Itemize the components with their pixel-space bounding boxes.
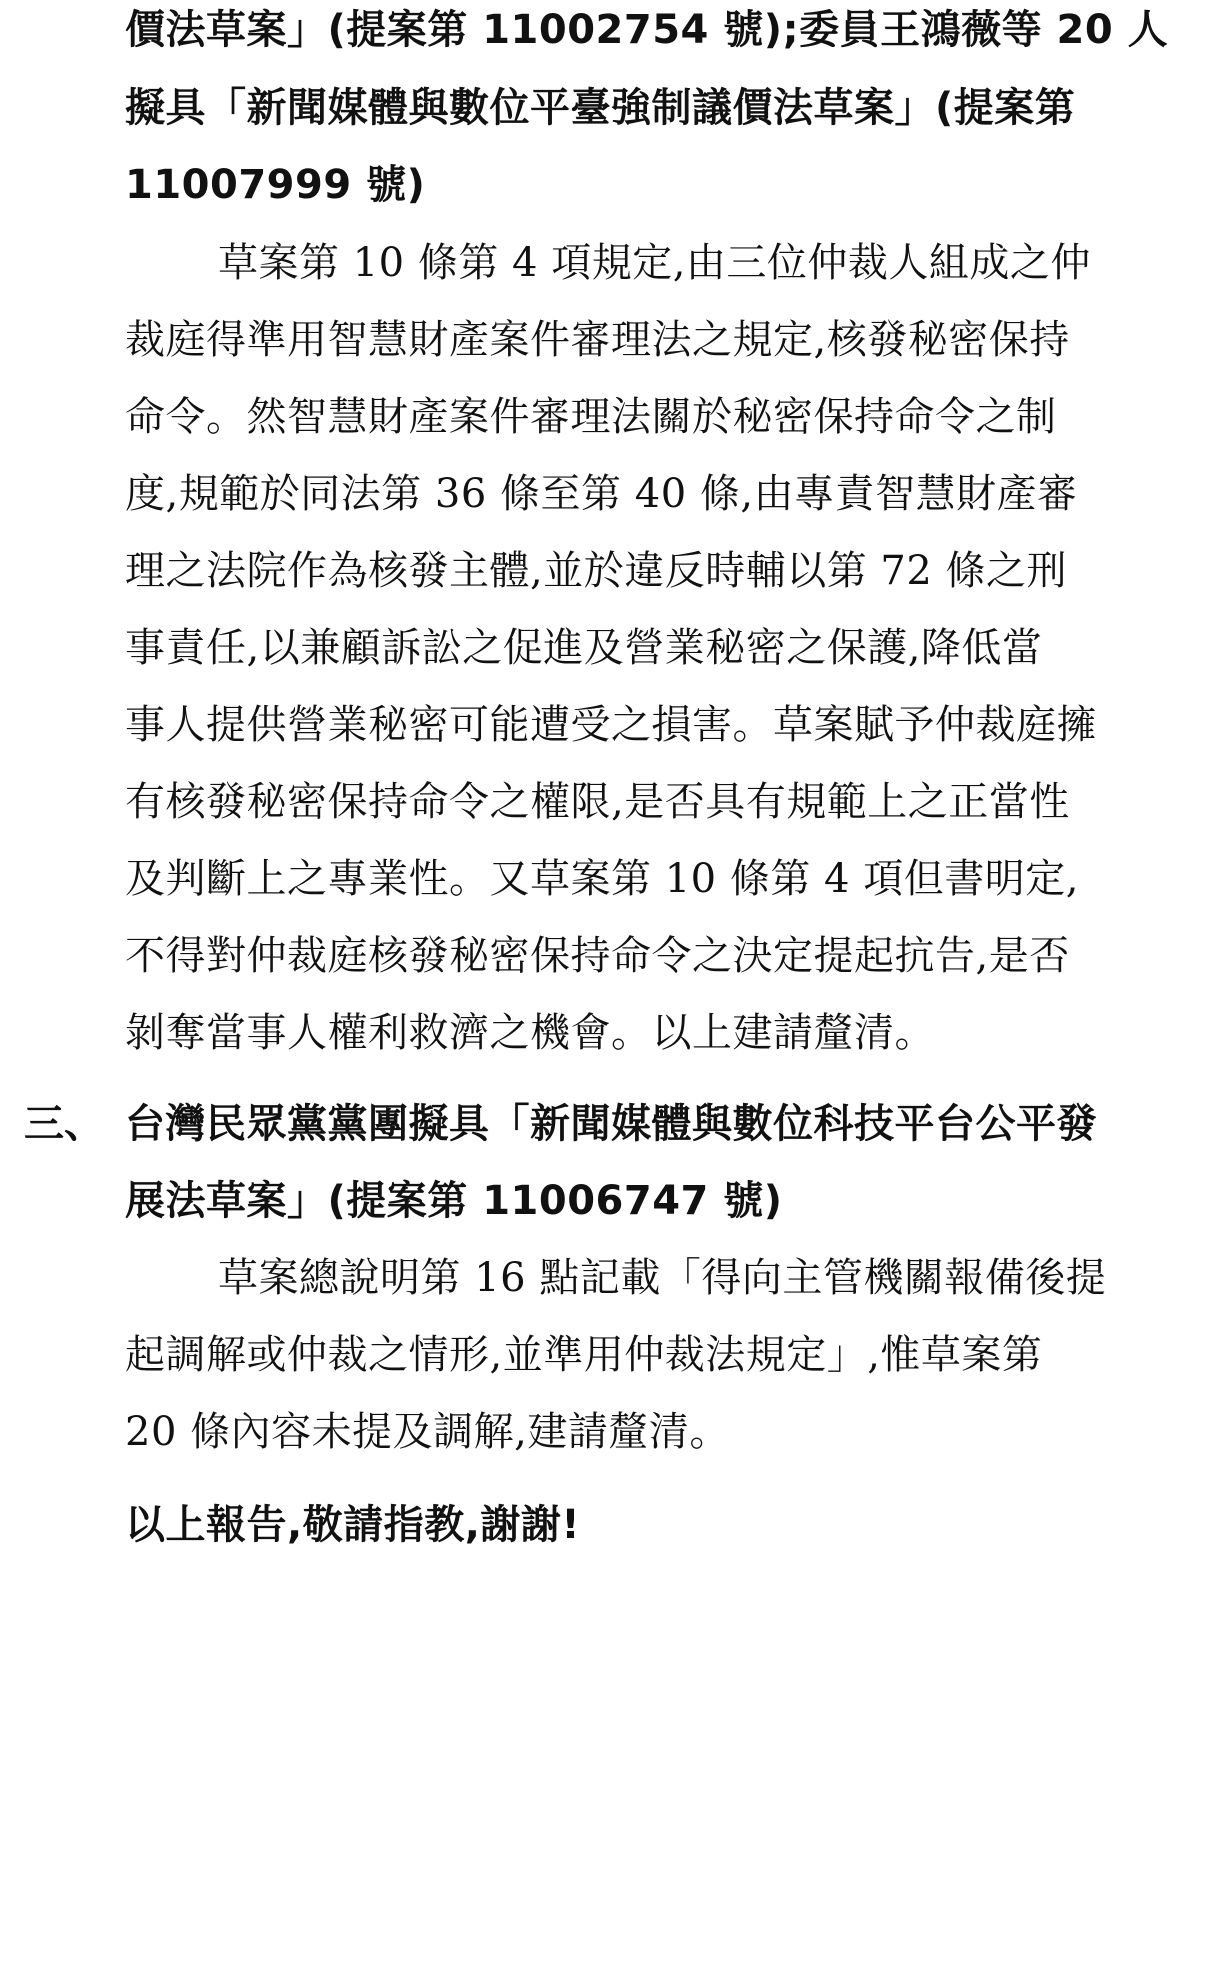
section-three-number: 三、 — [24, 1101, 104, 1147]
section-two-body-line-2: 裁庭得準用智慧財產案件審理法之規定,核發秘密保持 — [125, 317, 1070, 363]
section-three-body-line-2: 起調解或仲裁之情形,並準用仲裁法規定」,惟草案第 — [125, 1332, 1043, 1378]
section-three-body-line-3: 20 條內容未提及調解,建請釐清。 — [125, 1409, 730, 1455]
section-two-body-line-1: 草案第 10 條第 4 項規定,由三位仲裁人組成之仲 — [218, 240, 1091, 286]
section-two-body-line-7: 事人提供營業秘密可能遭受之損害。草案賦予仲裁庭擁 — [125, 702, 1097, 748]
section-three-heading-line-1: 台灣民眾黨黨團擬具「新聞媒體與數位科技平台公平發 — [125, 1101, 1097, 1147]
section-two-heading-line-1: 價法草案」(提案第 11002754 號);委員王鴻薇等 20 人 — [125, 7, 1169, 53]
section-two-body-line-10: 不得對仲裁庭核發秘密保持命令之決定提起抗告,是否 — [125, 933, 1070, 979]
section-two-body-line-4: 度,規範於同法第 36 條至第 40 條,由專責智慧財產審 — [125, 471, 1078, 517]
section-two-body-line-9: 及判斷上之專業性。又草案第 10 條第 4 項但書明定, — [125, 856, 1079, 902]
section-two-body-line-5: 理之法院作為核發主體,並於違反時輔以第 72 條之刑 — [125, 548, 1068, 594]
section-two-heading-line-2: 擬具「新聞媒體與數位平臺強制議價法草案」(提案第 — [125, 85, 1076, 131]
section-two-heading-line-3: 11007999 號) — [125, 162, 426, 208]
section-two-body-line-8: 有核發秘密保持命令之權限,是否具有規範上之正當性 — [125, 779, 1070, 825]
section-two-body-line-6: 事責任,以兼顧訴訟之促進及營業秘密之保護,降低當 — [125, 625, 1043, 671]
closing-remark: 以上報告,敬請指教,謝謝! — [125, 1502, 581, 1548]
section-three-heading-line-2: 展法草案」(提案第 11006747 號) — [125, 1178, 783, 1224]
section-three-body-line-1: 草案總說明第 16 點記載「得向主管機關報備後提 — [218, 1255, 1107, 1301]
section-two-body-line-3: 命令。然智慧財產案件審理法關於秘密保持命令之制 — [125, 394, 1057, 440]
section-two-body-line-11: 剝奪當事人權利救濟之機會。以上建請釐清。 — [125, 1010, 935, 1056]
